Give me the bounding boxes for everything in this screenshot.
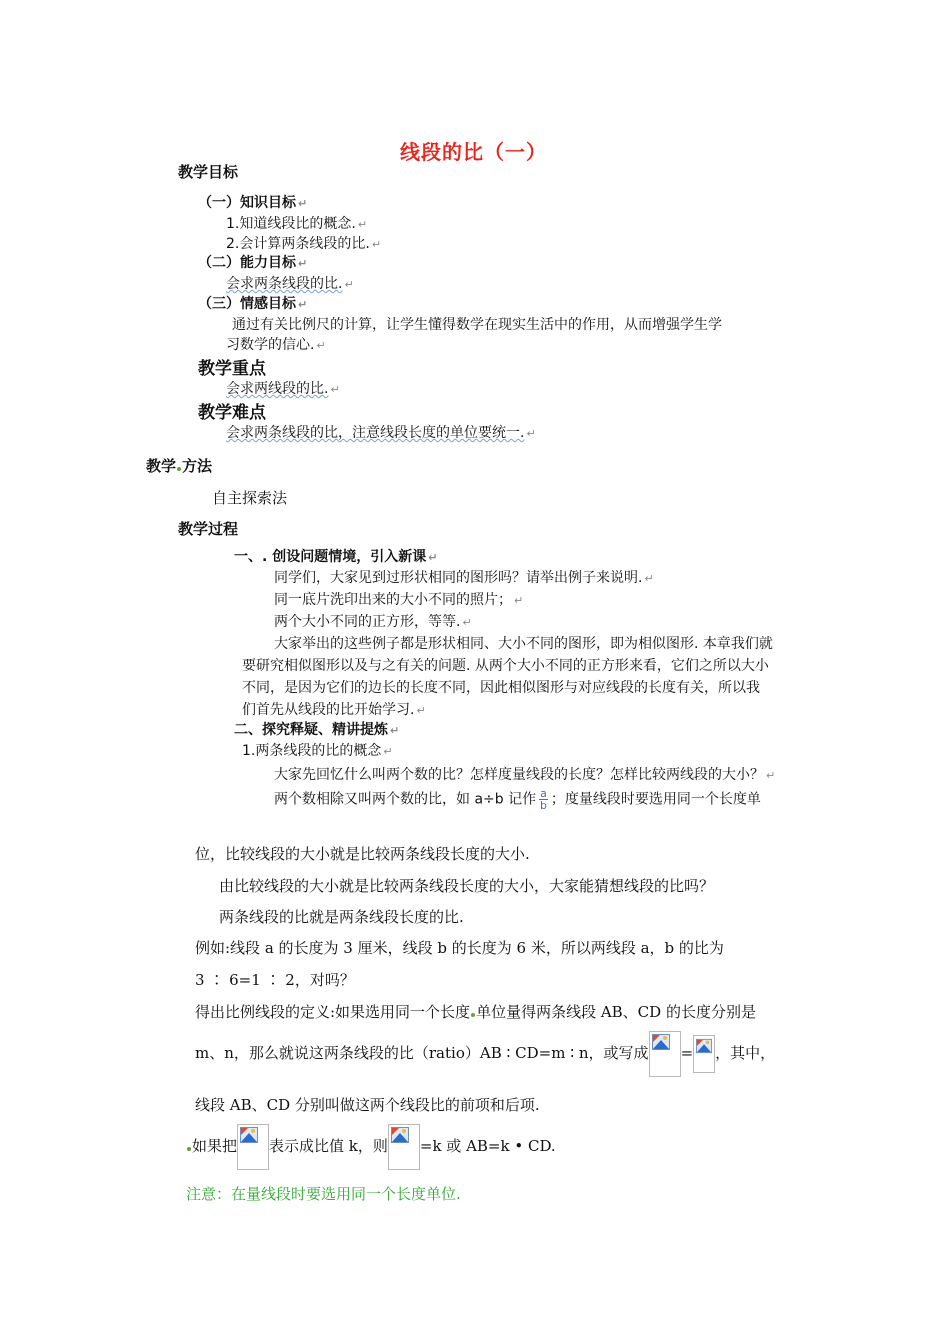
goals-heading: 教学目标	[178, 163, 239, 181]
body-para-6: 得出比例线段的定义:如果选用同一个长度 单位量得两条线段 AB、CD 的长度分别是	[195, 1003, 756, 1021]
broken-image-icon	[693, 1035, 715, 1073]
body-para-2: 由比较线段的大小就是比较两条线段长度的大小，大家能猜想线段的比吗？	[219, 877, 715, 895]
emotion-goal-heading: （三）情感目标 ↵	[198, 296, 308, 312]
method-heading: 教学 方法	[146, 457, 213, 475]
broken-image-icon	[649, 1031, 681, 1077]
section-2-line-2: 两个数相除又叫两个数的比，如 a÷b 记作 $\frac{a}{b}$ ；度量线段时要选用同一个长度单	[274, 787, 761, 812]
body-para-5: 3 ∶ 6=1 ∶ 2，对吗？	[195, 971, 355, 989]
knowledge-item-1: 1.知道线段比的概念. ↵	[226, 216, 368, 232]
difficulty-heading: 教学难点	[198, 403, 266, 423]
knowledge-item-2: 2.会计算两条线段的比. ↵	[226, 236, 382, 252]
section-1-para-line-2: 要研究相似图形以及与之有关的问题. 从两个大小不同的正方形来看，它们之所以大小	[242, 658, 769, 674]
page-title: 线段的比（一）	[400, 140, 547, 164]
body-para-4: 例如:线段 a 的长度为 3 厘米，线段 b 的长度为 6 米，所以两线段 a，b 的比为	[195, 939, 724, 957]
ability-goal-heading: （二）能力目标 ↵	[198, 255, 308, 271]
section-1-para-line-3: 不同，是因为它们的边长的长度不同，因此相似图形与对应线段的长度有关，所以我	[242, 680, 760, 696]
process-heading: 教学过程	[178, 520, 239, 538]
section-2-line-1: 大家先回忆什么叫两个数的比？怎样度量线段的长度？怎样比较两线段的大小？ ↵	[274, 767, 776, 783]
emotion-goal-line-1: 通过有关比例尺的计算，让学生懂得数学在现实生活中的作用，从而增强学生学	[232, 317, 722, 333]
ability-goal-text: 会求两条线段的比. ↵	[226, 276, 354, 292]
body-para-3: 两条线段的比就是两条线段长度的比.	[219, 908, 464, 926]
broken-image-icon	[237, 1124, 269, 1170]
fraction-a-over-b: $\frac{a}{b}$	[539, 787, 547, 812]
key-point-heading: 教学重点	[198, 359, 266, 379]
broken-image-icon	[388, 1124, 420, 1170]
section-1-heading: 一、. 创设问题情境，引入新课 ↵	[234, 549, 438, 565]
method-text: 自主探索法	[212, 489, 288, 507]
knowledge-goal-heading: （一）知识目标 ↵	[198, 195, 308, 211]
difficulty-text: 会求两条线段的比，注意线段长度的单位要统一. ↵	[226, 425, 536, 441]
body-para-8: 线段 AB、CD 分别叫做这两个线段比的前项和后项.	[195, 1096, 540, 1114]
section-2-heading: 二、探究释疑、精讲提炼 ↵	[234, 722, 400, 738]
section-1-para-line-4: 们首先从线段的比开始学习. ↵	[242, 702, 426, 718]
key-point-text: 会求两线段的比. ↵	[226, 381, 340, 397]
body-para-9: 如果把 表示成比值 k，则 =k 或 AB=k • CD.	[186, 1124, 556, 1170]
emotion-goal-line-2: 习数学的信心. ↵	[226, 337, 326, 353]
body-para-1: 位，比较线段的大小就是比较两条线段长度的大小.	[195, 845, 530, 863]
section-1-para-line-1: 大家举出的这些例子都是形状相同、大小不同的图形，即为相似图形. 本章我们就	[274, 636, 773, 652]
section-1-line-2: 同一底片洗印出来的大小不同的照片； ↵	[274, 592, 524, 608]
body-para-7: m、n，那么就说这两条线段的比（ratio）AB ∶ CD=m ∶ n，或写成 = ，其中，	[195, 1031, 775, 1077]
section-1-line-3: 两个大小不同的正方形，等等. ↵	[274, 614, 472, 630]
section-1-line-1: 同学们，大家见到过形状相同的图形吗？请举出例子来说明. ↵	[274, 570, 654, 586]
paragraph-mark: ↵	[298, 197, 308, 210]
note-text: 注意：在量线段时要选用同一个长度单位.	[186, 1185, 461, 1203]
section-2-subheading: 1.两条线段的比的概念 ↵	[242, 743, 393, 759]
